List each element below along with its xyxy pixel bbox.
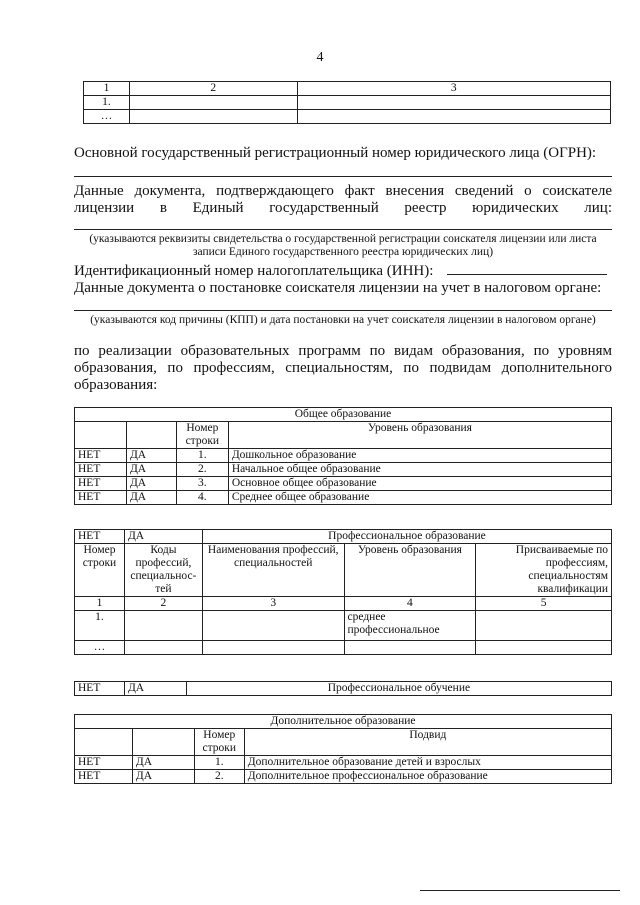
top-table-header-1: 1 xyxy=(84,82,130,96)
table-row xyxy=(75,408,612,422)
row-number: 2. xyxy=(194,770,244,784)
additional-col-sub: Подвид xyxy=(244,729,611,756)
table-row xyxy=(75,641,612,655)
tax-note: (указываются код причины (КПП) и дата постановки на учет соискателя лицензии в налоговом органе) xyxy=(90,314,596,326)
subtype-name: Дополнительное профессиональное образование xyxy=(244,770,611,784)
professional-training-table xyxy=(74,681,612,696)
yes-option[interactable]: ДА xyxy=(124,682,186,696)
egrul-note: (указываются реквизиты свидетельства о государственной регистрации соискателя лицензии или листа записи Единого государственного реестра юридических лиц) xyxy=(89,233,597,258)
ogrn-label: Основной государственный регистрационный номер юридического лица (ОГРН): xyxy=(74,145,597,161)
table-row xyxy=(75,756,612,770)
general-col-num: Номер строки xyxy=(176,422,228,449)
training-table-title: Профессиональное обучение xyxy=(186,682,611,696)
table-row xyxy=(75,597,612,611)
general-table-title: Общее образование xyxy=(75,408,612,422)
row-number: 1. xyxy=(194,756,244,770)
page-number: 4 xyxy=(316,50,324,65)
egrul-text: Данные документа, подтверждающего факт внесения сведений о соискателе лицензии в Единый государственный реестр юридических лиц: xyxy=(74,183,612,216)
table-row xyxy=(75,611,612,641)
level-cell[interactable] xyxy=(344,641,476,655)
table-row xyxy=(84,110,611,124)
inn-row xyxy=(74,262,612,280)
education-level: Дошкольное образование xyxy=(228,449,611,463)
additional-education-table xyxy=(74,714,612,784)
subtype-name: Дополнительное образование детей и взрослых xyxy=(244,756,611,770)
table-row xyxy=(75,530,612,544)
inn-field[interactable] xyxy=(447,262,607,275)
yes-option[interactable]: ДА xyxy=(126,491,176,505)
inn-label: Идентификационный номер налогоплательщика (ИНН): xyxy=(74,263,434,279)
top-table xyxy=(83,81,611,124)
programs-text: по реализации образовательных программ по видам образования, по уровням образования, по профессиям, специальностям, по подвидам дополнительного образования: xyxy=(74,343,612,393)
codes-cell[interactable] xyxy=(124,641,202,655)
no-option[interactable]: НЕТ xyxy=(75,463,127,477)
table-row xyxy=(75,422,612,449)
education-level: Среднее общее образование xyxy=(228,491,611,505)
empty-cell xyxy=(75,729,133,756)
row-number: 2. xyxy=(176,463,228,477)
additional-table-title: Дополнительное образование xyxy=(75,715,612,729)
empty-cell xyxy=(132,729,194,756)
no-option[interactable]: НЕТ xyxy=(75,491,127,505)
prof-col-num: Номер строки xyxy=(75,544,125,597)
egrul-field[interactable] xyxy=(74,229,612,230)
additional-col-num: Номер строки xyxy=(194,729,244,756)
table-row xyxy=(75,729,612,756)
no-option[interactable]: НЕТ xyxy=(75,477,127,491)
no-option[interactable]: НЕТ xyxy=(75,530,125,544)
top-table-cell[interactable] xyxy=(129,110,297,124)
top-table-cell[interactable] xyxy=(129,96,297,110)
table-row xyxy=(75,715,612,729)
col-number-4: 4 xyxy=(344,597,476,611)
row-number: 1. xyxy=(176,449,228,463)
col-number-2: 2 xyxy=(124,597,202,611)
table-row xyxy=(75,770,612,784)
col-number-1: 1 xyxy=(75,597,125,611)
general-col-level: Уровень образования xyxy=(228,422,611,449)
level-cell: среднее профессиональное xyxy=(344,611,476,641)
yes-option[interactable]: ДА xyxy=(126,477,176,491)
ogrn-field[interactable] xyxy=(74,176,612,177)
row-number: 4. xyxy=(176,491,228,505)
table-row xyxy=(75,544,612,597)
table-row xyxy=(75,449,612,463)
col-number-3: 3 xyxy=(202,597,344,611)
general-education-table xyxy=(74,407,612,505)
prof-col-qualifications: Присваиваемые по профессиям, специальностям квалификации xyxy=(476,544,612,597)
empty-cell xyxy=(126,422,176,449)
table-row xyxy=(75,463,612,477)
table-row xyxy=(84,82,611,96)
prof-col-names: Наименования профессий, специальностей xyxy=(202,544,344,597)
no-option[interactable]: НЕТ xyxy=(75,682,125,696)
tax-label: Данные документа о постановке соискателя лицензии на учет в налоговом органе: xyxy=(74,280,602,296)
yes-option[interactable]: ДА xyxy=(126,449,176,463)
top-table-row-1-num: 1. xyxy=(84,96,130,110)
qualifications-cell[interactable] xyxy=(476,611,612,641)
yes-option[interactable]: ДА xyxy=(132,770,194,784)
tax-field[interactable] xyxy=(74,310,612,311)
yes-option[interactable]: ДА xyxy=(126,463,176,477)
top-table-row-2-num: … xyxy=(84,110,130,124)
top-table-cell[interactable] xyxy=(297,96,610,110)
codes-cell[interactable] xyxy=(124,611,202,641)
table-row xyxy=(75,491,612,505)
qualifications-cell[interactable] xyxy=(476,641,612,655)
table-row xyxy=(75,477,612,491)
table-row xyxy=(75,682,612,696)
table-row xyxy=(84,96,611,110)
prof-col-level: Уровень образования xyxy=(344,544,476,597)
names-cell[interactable] xyxy=(202,641,344,655)
row-number: … xyxy=(75,641,125,655)
names-cell[interactable] xyxy=(202,611,344,641)
top-table-header-2: 2 xyxy=(129,82,297,96)
education-level: Основное общее образование xyxy=(228,477,611,491)
row-number: 1. xyxy=(75,611,125,641)
row-number: 3. xyxy=(176,477,228,491)
education-level: Начальное общее образование xyxy=(228,463,611,477)
col-number-5: 5 xyxy=(476,597,612,611)
top-table-header-3: 3 xyxy=(297,82,610,96)
professional-education-table xyxy=(74,529,612,655)
no-option[interactable]: НЕТ xyxy=(75,756,133,770)
yes-option[interactable]: ДА xyxy=(124,530,202,544)
footer-rule xyxy=(420,890,620,891)
prof-table-title: Профессиональное образование xyxy=(202,530,611,544)
top-table-cell[interactable] xyxy=(297,110,610,124)
no-option[interactable]: НЕТ xyxy=(75,770,133,784)
yes-option[interactable]: ДА xyxy=(132,756,194,770)
no-option[interactable]: НЕТ xyxy=(75,449,127,463)
empty-cell xyxy=(75,422,127,449)
prof-col-codes: Коды профессий, специальнос-тей xyxy=(124,544,202,597)
